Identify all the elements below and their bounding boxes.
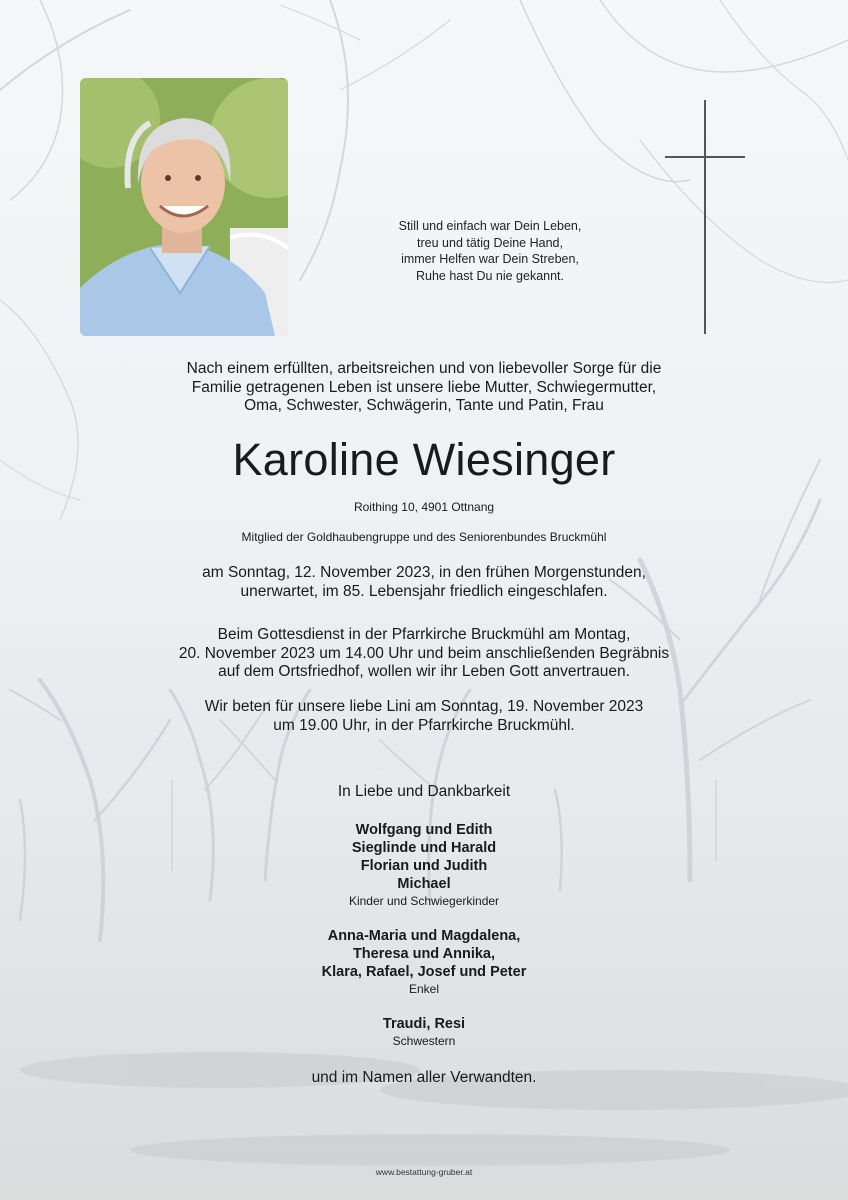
death-notice-line: unerwartet, im 85. Lebensjahr friedlich eingeschlafen. <box>240 582 608 600</box>
poem <box>360 218 620 284</box>
mourners-closing: und im Namen aller Verwandten. <box>311 1069 537 1086</box>
mourner-name: Sieglinde und Harald <box>351 840 497 856</box>
footer-website: www.bestattung-gruber.at <box>375 1167 473 1177</box>
mourner-role: Kinder und Schwiegerkinder <box>348 894 500 908</box>
mourner-name: Florian und Judith <box>360 858 488 874</box>
mourner-name: Michael <box>397 876 451 892</box>
prayer-info <box>0 698 848 735</box>
poem-line: Still und einfach war Dein Leben, <box>398 219 582 233</box>
intro-line: Nach einem erfüllten, arbeitsreichen und von liebevoller Sorge für die <box>186 360 662 377</box>
mourner-name: Wolfgang und Edith <box>355 822 493 838</box>
mourner-role: Schwestern <box>392 1034 456 1048</box>
prayer-line: Wir beten für unsere liebe Lini am Sonntag, 19. November 2023 <box>204 698 644 715</box>
cross-icon <box>704 100 706 334</box>
death-notice <box>0 564 848 601</box>
intro-line: Familie getragenen Leben ist unsere liebe Mutter, Schwiegermutter, <box>191 378 657 396</box>
portrait-photo <box>80 78 288 336</box>
mourner-role: Enkel <box>408 982 440 996</box>
funeral-line: auf dem Ortsfriedhof, wollen wir ihr Leben Gott anvertrauen. <box>218 663 630 680</box>
deceased-membership: Mitglied der Goldhaubengruppe und des Seniorenbundes Bruckmühl <box>241 530 607 544</box>
children-group <box>0 821 848 909</box>
mourners-opening: In Liebe und Dankbarkeit <box>337 783 511 800</box>
deceased-name: Karoline Wiesinger <box>232 434 616 485</box>
prayer-line: um 19.00 Uhr, in der Pfarrkirche Bruckmühl. <box>273 716 575 734</box>
poem-line: Ruhe hast Du nie gekannt. <box>415 268 565 283</box>
funeral-info <box>0 626 848 682</box>
grandchildren-group <box>0 927 848 997</box>
cross-icon-crossbar <box>665 156 745 158</box>
mourner-name: Anna-Maria und Magdalena, <box>327 928 521 944</box>
death-notice-line: am Sonntag, 12. November 2023, in den frühen Morgenstunden, <box>202 564 646 581</box>
deceased-address: Roithing 10, 4901 Ottnang <box>353 500 495 514</box>
poem-line: immer Helfen war Dein Streben, <box>401 252 579 266</box>
siblings-group <box>0 1015 848 1049</box>
poem-line: treu und tätig Deine Hand, <box>417 235 563 250</box>
mourner-name: Klara, Rafael, Josef und Peter <box>321 964 527 980</box>
mourner-name: Traudi, Resi <box>382 1016 466 1032</box>
intro-text <box>0 360 848 416</box>
funeral-line: Beim Gottesdienst in der Pfarrkirche Bruckmühl am Montag, <box>217 626 631 643</box>
intro-line: Oma, Schwester, Schwägerin, Tante und Patin, Frau <box>244 397 604 414</box>
mourner-name: Theresa und Annika, <box>352 946 496 962</box>
funeral-line: 20. November 2023 um 14.00 Uhr und beim anschließenden Begräbnis <box>178 644 670 662</box>
